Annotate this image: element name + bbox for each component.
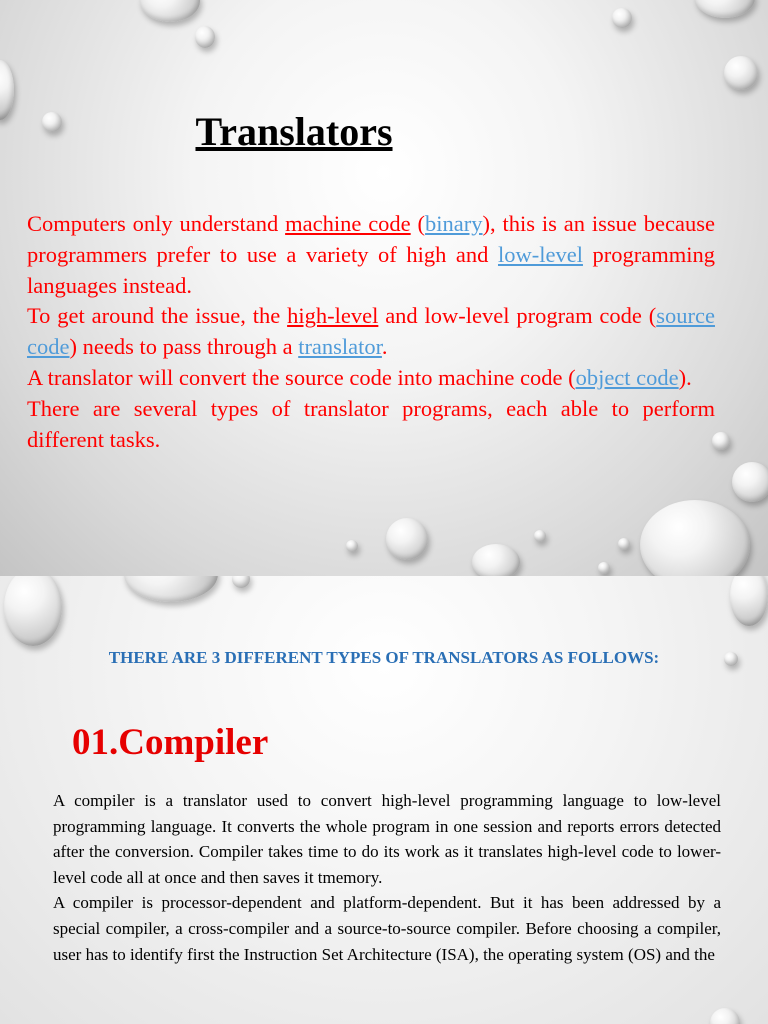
- paragraph-types: There are several types of translator programs, each able to perform different tasks.: [27, 395, 715, 452]
- machine-code-term: machine code: [285, 211, 411, 236]
- low-level-link[interactable]: low-level: [497, 241, 583, 267]
- water-drop-decoration: [730, 576, 768, 626]
- high-level-term: high-level: [287, 303, 379, 329]
- text: ).: [678, 364, 692, 390]
- binary-link[interactable]: binary: [425, 211, 483, 236]
- text: and low-level program code (: [378, 303, 657, 329]
- compiler-paragraph-1: A compiler is a translator used to convert high-level programming language to low-level programming language. It converts the whole program in one session and reports errors detected after the conversion. Compiler takes time to do its work as it translates high-level code to lower-level code all at once and then saves it tmemory.: [53, 791, 721, 887]
- water-drop-decoration: [472, 544, 520, 576]
- water-drop-decoration: [724, 56, 758, 90]
- water-drop-decoration: [386, 518, 428, 560]
- text: ) needs to pass through a: [69, 334, 299, 360]
- slide-title: Translators: [195, 109, 393, 154]
- water-drop-decoration: [710, 1008, 740, 1024]
- text: ), this is an issue because programmers prefer to use a variety of high and: [27, 211, 715, 267]
- translator-link[interactable]: translator: [298, 334, 382, 360]
- paragraph-machine-code: [27, 209, 715, 301]
- water-drop-decoration: [695, 0, 755, 18]
- object-code-link[interactable]: object code: [575, 364, 679, 390]
- water-drop-decoration: [124, 576, 218, 602]
- section-heading: THERE ARE 3 DIFFERENT TYPES OF TRANSLATORS AS FOLLOWS:: [108, 648, 660, 667]
- source-code-link[interactable]: source code: [27, 303, 715, 360]
- water-drop-decoration: [232, 576, 250, 588]
- compiler-paragraph-2: A compiler is processor-dependent and platform-dependent. But it has been addressed by a special compiler, a cross-compiler and a source-to-source compiler. Before choosing a compiler, user has to identify first the Instruction Set Architecture (ISA), the operating system (OS) and the: [53, 893, 721, 964]
- slide-body: [27, 209, 715, 455]
- water-drop-decoration: [732, 462, 768, 502]
- text: To get around the issue, the: [27, 303, 288, 329]
- water-drop-decoration: [618, 538, 630, 550]
- water-drop-decoration: [640, 500, 750, 576]
- text: .: [381, 334, 388, 360]
- text: Computers only understand: [27, 211, 286, 236]
- water-drop-decoration: [140, 0, 200, 22]
- water-drop-decoration: [195, 26, 215, 48]
- slide-compiler: [0, 576, 768, 1024]
- compiler-description: [53, 788, 721, 967]
- text: programming languages instead.: [27, 241, 715, 298]
- water-drop-decoration: [598, 562, 610, 574]
- text: (: [410, 211, 426, 236]
- water-drop-decoration: [534, 530, 546, 542]
- compiler-title: 01.Compiler: [72, 722, 269, 763]
- paragraph-object-code: [27, 363, 715, 394]
- water-drop-decoration: [612, 8, 632, 28]
- text: A translator will convert the source code into machine code (: [27, 364, 576, 390]
- water-drop-decoration: [4, 576, 62, 646]
- paragraph-translator: [27, 301, 715, 363]
- water-drop-decoration: [346, 540, 358, 552]
